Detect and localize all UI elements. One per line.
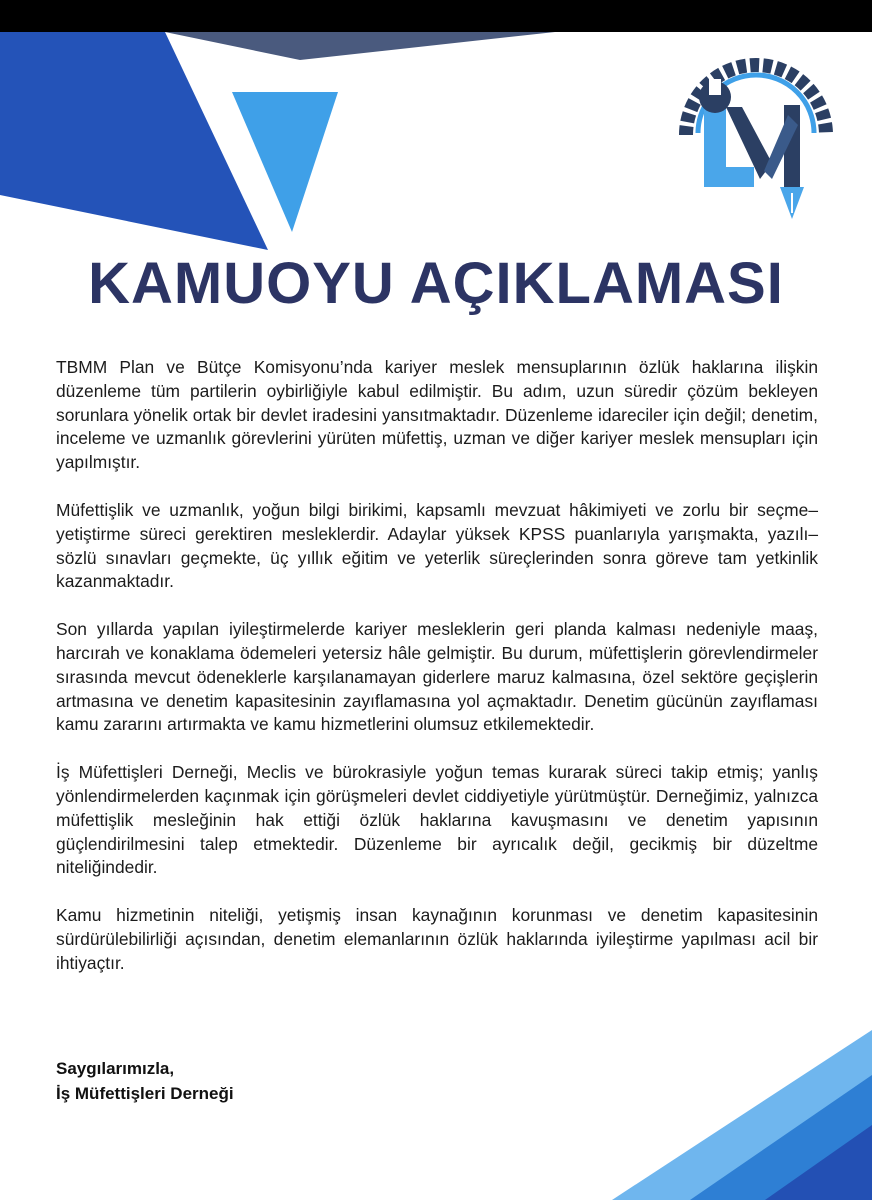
paragraph: İş Müfettişleri Derneği, Meclis ve bürokrasiyle yoğun temas kurarak süreci takip etmiş; yanlış yönlendirmelerden kaçınmak için görüşmeleri devlet ciddiyetiyle yürütmüştür. Derneğimiz, yalnızca müfettişlik mesleğinin hak ettiği özlük haklarına kavuşmasını ve denetim yapısının güçlendirilmesini talep etmektedir. Düzenleme bir ayrıcalık değil, gecikmiş bir düzeltme niteliğindedir.	[56, 762, 818, 878]
paragraph: Son yıllarda yapılan iyileştirmelerde kariyer mesleklerin geri planda kalması nedeniyle maaş, harcırah ve konaklama ödemeleri yetersiz hâle gelmiştir. Bu durum, müfettişlerin görevlendirmeler sırasında mevcut ödeneklerle karşılanamayan giderlere maruz kalmasına, özel sektöre geçişlerin artmasına ve denetim kapasitesinin zayıflamasına yol açmaktadır. Denetim gücünün zayıflaması kamu zararını artırmakta ve kamu hizmetlerini olumsuz etkilemektedir.	[56, 619, 818, 735]
statement-body	[56, 356, 818, 1000]
page-title: KAMUOYU AÇIKLAMASI	[88, 251, 784, 316]
paragraph: Kamu hizmetinin niteliği, yetişmiş insan kaynağının korunması ve denetim kapasitesinin sürdürülebilirliği açısından, denetim elemanlarının özlük haklarında iyileştirme yapılması acil bir ihtiyaçtır.	[56, 905, 818, 973]
signoff-organization: İş Müfettişleri Derneği	[56, 1084, 234, 1103]
association-logo-icon	[668, 55, 838, 225]
paragraph: TBMM Plan ve Bütçe Komisyonu’nda kariyer meslek mensuplarının özlük haklarına ilişkin düzenleme tüm partilerin oybirliğiyle kabul edilmiştir. Bu adım, uzun süredir çözüm bekleyen sorunlara yönelik ortak bir devlet iradesini yansıtmaktadır. Düzenleme idareciler için değil; denetim, inceleme ve uzmanlık görevlerini yürüten müfettiş, uzman ve diğer kariyer meslek mensupları için yapılmıştır.	[56, 357, 818, 473]
signoff	[56, 1056, 234, 1106]
signoff-greeting: Saygılarımızla,	[56, 1059, 175, 1078]
top-black-bar	[0, 0, 872, 32]
paragraph: Müfettişlik ve uzmanlık, yoğun bilgi birikimi, kapsamlı mevzuat hâkimiyeti ve zorlu bir seçme–yetiştirme süreci gerektiren mesleklerdir. Adaylar yüksek KPSS puanlarıyla yarışmakta, yazılı–sözlü sınavları geçmekte, üç yıllık eğitim ve yeterlik süreçlerinden sonra göreve tam yetkinlik kazanmaktadır.	[56, 499, 818, 592]
